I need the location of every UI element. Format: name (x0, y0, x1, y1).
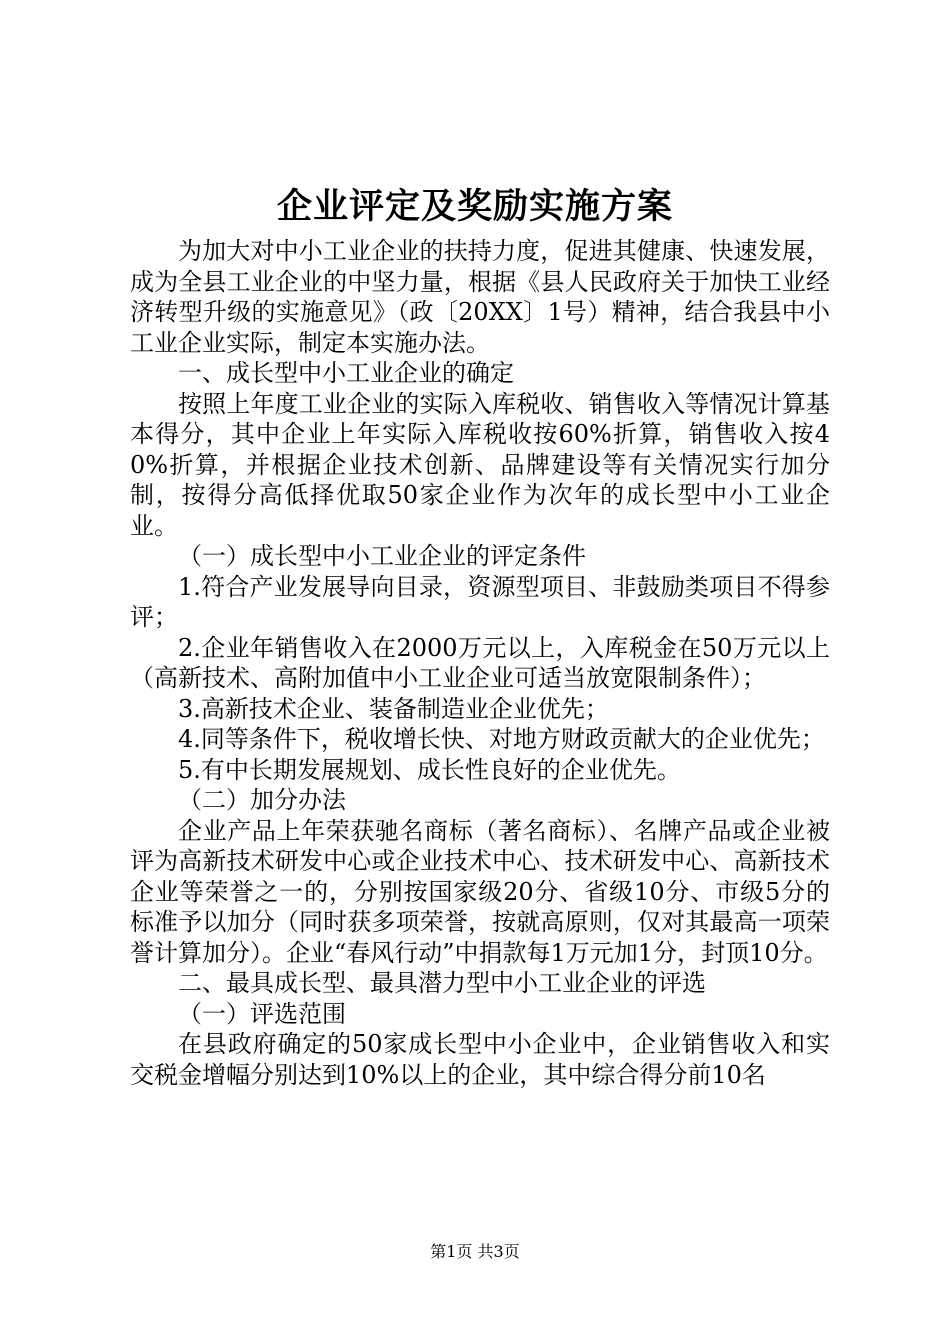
document-body (130, 236, 830, 1090)
list-item-condition-3: 3.高新技术企业、装备制造业企业优先； (178, 694, 609, 723)
paragraph-bonus-method: 企业产品上年荣获驰名商标（著名商标）、名牌产品或企业被评为高新技术研发中心或企业技术中心、技术研发中心、高新技术企业等荣誉之一的，分别按国家级20分、省级10分、市级5分的标准予以加分（同时获多项荣誉，按就高原则，仅对其最高一项荣誉计算加分）。企业“春风行动”中捐款每1万元加1分，封顶10分。 (130, 816, 830, 967)
list-item-condition-1: 1.符合产业发展导向目录，资源型项目、非鼓励类项目不得参评； (130, 572, 830, 631)
section-heading-1: 一、成长型中小工业企业的确定 (178, 359, 514, 387)
subsection-heading-1-2: （二）加分办法 (178, 786, 346, 814)
subsection-heading-2-1: （一）评选范围 (178, 999, 346, 1028)
paragraph-selection-scope: 在县政府确定的50家成长型中小企业中，企业销售收入和实交税金增幅分别达到10%以上的企业，其中综合得分前10名 (130, 1030, 830, 1089)
section-heading-2: 二、最具成长型、最具潜力型中小工业企业的评选 (178, 969, 706, 997)
subsection-heading-1-1: （一）成长型中小工业企业的评定条件 (178, 542, 586, 570)
list-item-condition-4: 4.同等条件下，税收增长快、对地方财政贡献大的企业优先； (178, 725, 825, 753)
page-number-footer: 第1页 共3页 (430, 1242, 520, 1261)
list-item-condition-5: 5.有中长期发展规划、成长性良好的企业优先。 (178, 755, 681, 784)
paragraph-intro: 为加大对中小工业企业的扶持力度，促进其健康、快速发展，成为全县工业企业的中坚力量，根据《县人民政府关于加快工业经济转型升级的实施意见》（政〔20XX〕1号）精神，结合我县中小工业企业实际，制定本实施办法。 (130, 237, 830, 357)
document-title: 企业评定及奖励实施方案 (276, 186, 673, 227)
paragraph-scoring: 按照上年度工业企业的实际入库税收、销售收入等情况计算基本得分，其中企业上年实际入库税收按60%折算，销售收入按40%折算，并根据企业技术创新、品牌建设等有关情况实行加分制，按得分高低择优取50家企业作为次年的成长型中小工业企业。 (130, 389, 830, 540)
list-item-condition-2: 2.企业年销售收入在2000万元以上，入库税金在50万元以上（高新技术、高附加值中小工业企业可适当放宽限制条件）； (130, 633, 830, 692)
